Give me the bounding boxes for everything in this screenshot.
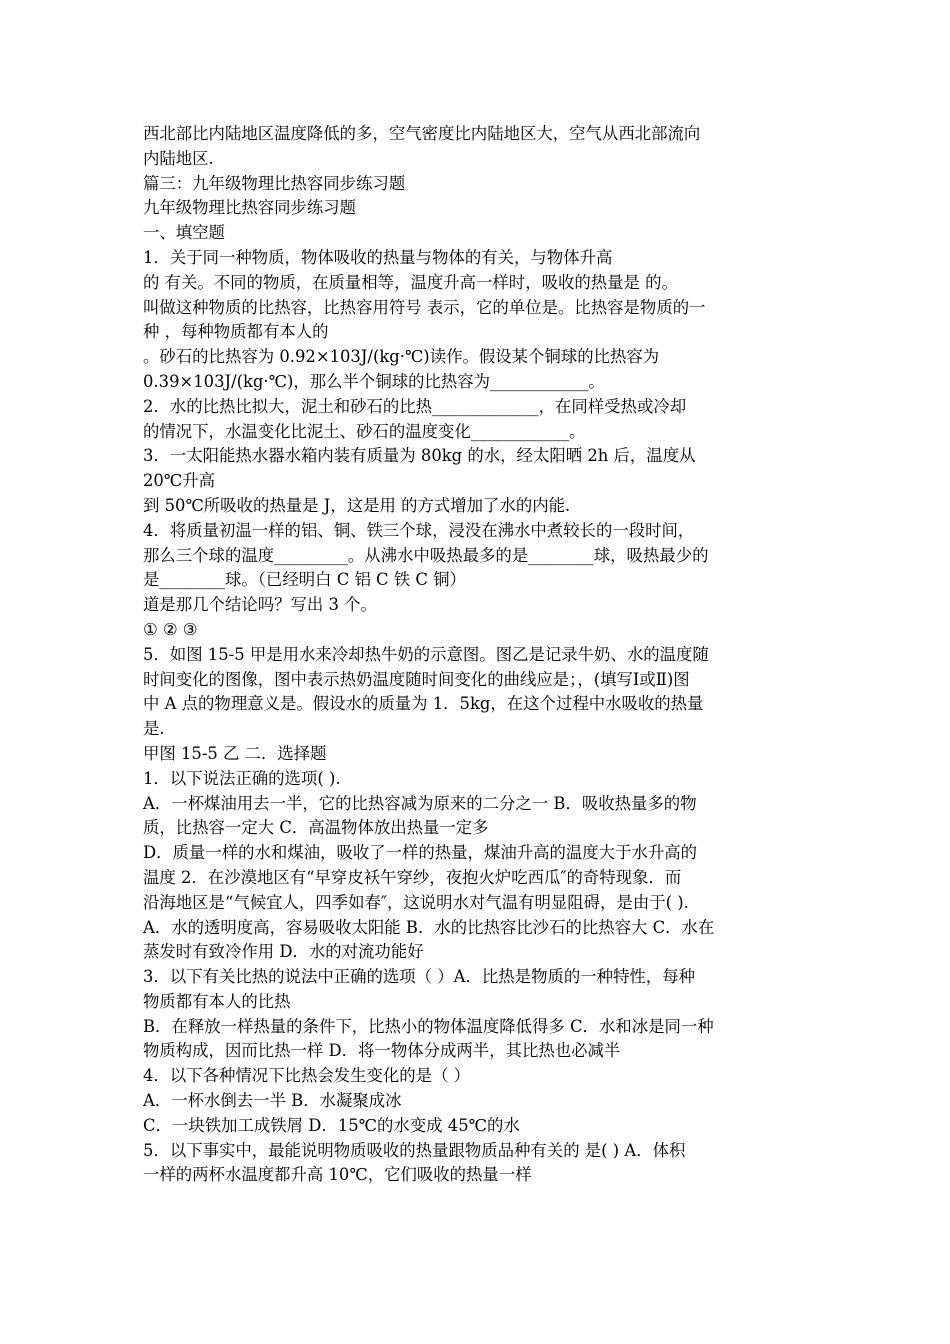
text-line: D．质量一样的水和煤油，吸收了一样的热量，煤油升高的温度大于水升高的 <box>143 843 698 863</box>
text-line: ① ② ③ <box>143 619 198 639</box>
text-line: A．一杯煤油用去一半，它的比热容减为原来的二分之一 B．吸收热量多的物 <box>143 793 697 813</box>
text-line: 3．以下有关比热的说法中正确的选项（ ）A．比热是物质的一种特性，每种 <box>143 967 695 987</box>
text-line: 是________球。（已经明白 C 铝 C 铁 C 铜） <box>143 570 466 590</box>
text-line: 甲图 15-5 乙 二．选择题 <box>143 743 327 763</box>
text-line: 的 有关。不同的物质，在质量相等，温度升高一样时，吸收的热量是 的。 <box>143 272 678 292</box>
text-line: 5．如图 15-5 甲是用水来冷却热牛奶的示意图。图乙是记录牛奶、水的温度随 <box>143 644 709 664</box>
text-line: 九年级物理比热容同步练习题 <box>143 198 357 218</box>
text-line: 时间变化的图像，图中表示热奶温度随时间变化的曲线应是；，(填写Ⅰ或Ⅱ)图 <box>143 669 690 689</box>
text-line: 道是那几个结论吗？写出 3 个。 <box>143 595 377 615</box>
text-line: 西北部比内陆地区温度降低的多，空气密度比内陆地区大，空气从西北部流向 <box>143 124 701 143</box>
text-line: 物质都有本人的比热 <box>143 991 291 1011</box>
text-line: 内陆地区. <box>143 148 214 168</box>
text-line: 篇三：九年级物理比热容同步练习题 <box>143 173 406 193</box>
text-line: 质，比热容一定大 C．高温物体放出热量一定多 <box>143 818 489 838</box>
text-line: 1．关于同一种物质，物体吸收的热量与物体的有关，与物体升高 <box>143 247 613 267</box>
text-line: 4．将质量初温一样的铝、铜、铁三个球，浸没在沸水中煮较长的一段时间， <box>143 520 695 540</box>
text-line: 1．以下说法正确的选项( ). <box>143 768 341 788</box>
text-line: 0.39×103J/(kg·℃)，那么半个铜球的比热容为____________。 <box>143 371 605 391</box>
text-line: 是. <box>143 719 165 739</box>
text-line: 。砂石的比热容为 0.92×103J/(kg·℃)读作。假设某个铜球的比热容为 <box>143 347 660 367</box>
text-line: 3．一太阳能热水器水箱内装有质量为 80kg 的水，经太阳晒 2h 后，温度从 <box>143 446 696 466</box>
text-line: C．一块铁加工成铁屑 D．15℃的水变成 45℃的水 <box>143 1115 520 1135</box>
text-line: 那么三个球的温度_________。从沸水中吸热最多的是________球，吸热最少的 <box>143 545 709 565</box>
text-line: 到 50℃所吸收的热量是 J，这是用 的方式增加了水的内能. <box>143 495 571 515</box>
text-line: 蒸发时有致冷作用 D．水的对流功能好 <box>143 942 424 962</box>
text-line: 一、填空题 <box>143 223 225 243</box>
text-line: 种 ，每种物质都有本人的 <box>143 322 329 342</box>
text-line: A．水的透明度高，容易吸收太阳能 B．水的比热容比沙石的比热容大 C．水在 <box>143 917 715 937</box>
document-body <box>143 122 815 1188</box>
text-line: 叫做这种物质的比热容，比热容用符号 表示，它的单位是。比热容是物质的一 <box>143 297 706 317</box>
text-line: 一样的两杯水温度都升高 10℃，它们吸收的热量一样 <box>143 1165 532 1185</box>
text-line: 2．水的比热比拟大，泥土和砂石的比热_____________，在同样受热或冷却 <box>143 396 687 416</box>
text-line: 中 A 点的物理意义是。假设水的质量为 1．5kg，在这个过程中水吸收的热量 <box>143 694 704 714</box>
text-line: B．在释放一样热量的条件下，比热小的物体温度降低得多 C．水和冰是同一种 <box>143 1016 714 1036</box>
text-line: 20℃升高 <box>143 471 215 491</box>
text-line: 物质构成，因而比热一样 D．将一物体分成两半，其比热也必减半 <box>143 1041 621 1061</box>
text-line: 温度 2．在沙漠地区有“早穿皮袄午穿纱，夜抱火炉吃西瓜″的奇特现象．而 <box>143 867 682 887</box>
text-line: 的情况下，水温变化比泥土、砂石的温度变化____________。 <box>143 421 586 441</box>
text-line: 4．以下各种情况下比热会发生变化的是（ ） <box>143 1066 471 1086</box>
text-line: A．一杯水倒去一半 B．水凝聚成冰 <box>143 1091 402 1111</box>
text-line: 5．以下事实中，最能说明物质吸收的热量跟物质品种有关的 是( ) A．体积 <box>143 1140 686 1160</box>
text-line: 沿海地区是“气候宜人，四季如春″，这说明水对气温有明显阻碍，是由于( ). <box>143 892 689 912</box>
